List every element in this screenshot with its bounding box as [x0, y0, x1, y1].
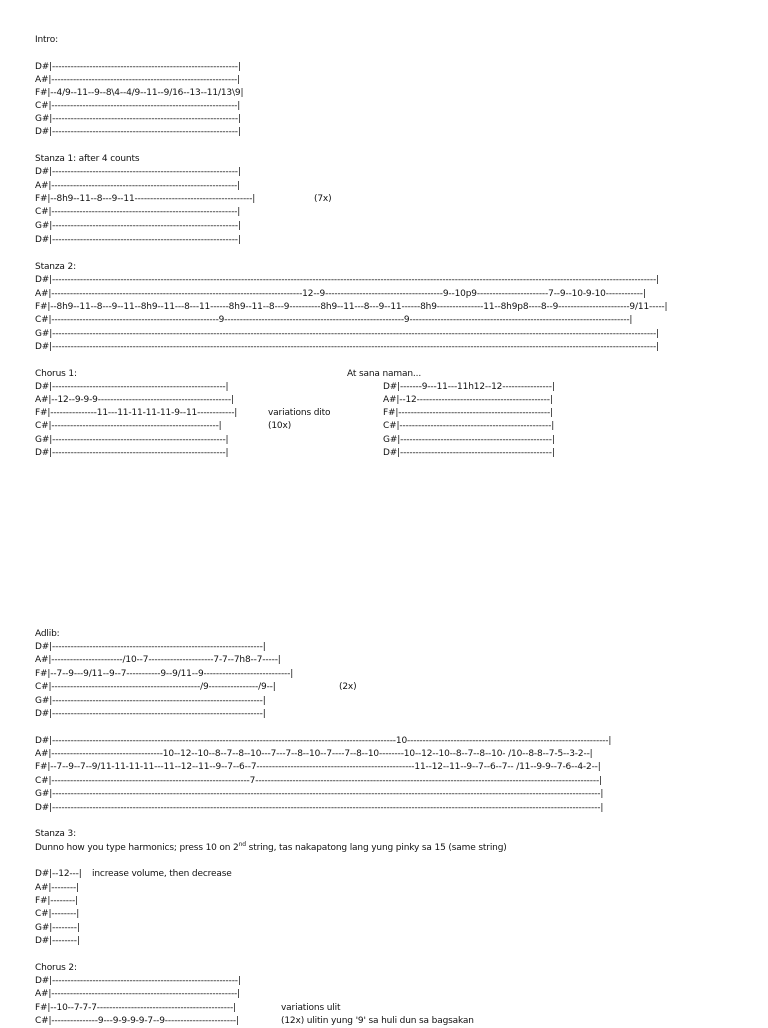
description-text: Dunno how you type harmonics; press 10 on 2 — [35, 843, 239, 853]
tab-line: F#|-------------------------------------------------| — [383, 408, 553, 418]
tab-line: G#|------------------------------------------------------------| — [35, 221, 241, 231]
tab-line: F#|--7--9--7--9/11-11-11-11---11--12--11--9--7--6--7---------------------------------------------------11--12--11--9--7--6--7-- /11--9-9--7-6--4-2--| — [35, 762, 601, 772]
tab-line: D#|---------------------------------------------------------------------------------------------------------------------------------------------------------------------------------| — [35, 803, 604, 813]
tab-line: F#|--------| — [35, 896, 78, 906]
repeat-note: (10x) — [268, 421, 292, 431]
volume-note: increase volume, then decrease — [92, 869, 232, 879]
stanza3-heading: Stanza 3: — [35, 829, 76, 839]
tab-line: F#|--8h9--11--8---9--11--------------------------------------| — [35, 194, 256, 204]
repeat-note: (7x) — [314, 194, 332, 204]
tab-line: D#|--------------------------------------------------------------------| — [35, 642, 266, 652]
tab-line: C#|---------------9---9-9-9-9-7--9-----------------------| — [35, 1016, 239, 1026]
tab-line: C#|------------------------------------------------------------| — [35, 101, 241, 111]
tab-line: D#|--------------------------------------------------------| — [35, 382, 229, 392]
tab-line: G#|------------------------------------------------------------| — [35, 114, 241, 124]
tab-line: A#|------------------------------------------------------------| — [35, 989, 241, 999]
tab-line: D#|------------------------------------------------------------| — [35, 235, 241, 245]
tab-line: G#|--------| — [35, 923, 80, 933]
tab-line: D#|------------------------------------------------------------| — [35, 127, 241, 137]
adlib-heading: Adlib: — [35, 629, 60, 639]
tab-line: F#|--8h9--11--8---9--11--8h9--11---8---11------8h9--11--8---9----------8h9--11---8---9--11------8h9---------------11--8h9p8----8--9-----------------------9/11-----| — [35, 302, 668, 312]
tab-line: G#|---------------------------------------------------------------------------------------------------------------------------------------------------------------------------------------------------| — [35, 329, 660, 339]
tab-line: C#|------------------------------------------------------9----------------------------------------------------------9-----------------------------------------------------------------------| — [35, 315, 633, 325]
tab-line: C#|------------------------------------------------------| — [35, 421, 222, 431]
tab-line: F#|--7--9---9/11--9--7-----------9--9/11--9----------------------------| — [35, 669, 294, 679]
tab-line: C#|----------------------------------------------------------------7---------------------------------------------------------------------------------------------------------------| — [35, 776, 602, 786]
variation-note: variations ulit — [281, 1003, 341, 1013]
tab-line: A#|------------------------------------10--12--10--8--7--8--10---7---7--8--10--7----7--8--10--------10--12--10--8--7--8--10- /10--8-8--7-5--3-2--| — [35, 749, 593, 759]
tab-line: F#|--4/9--11--9--8\4--4/9--11--9/16--13--11/13\9| — [35, 88, 244, 98]
tab-line: D#|-------9---11---11h12--12----------------| — [383, 382, 555, 392]
tab-line: D#|------------------------------------------------------------| — [35, 976, 241, 986]
at-sana-heading: At sana naman... — [347, 369, 422, 379]
repeat-note: (12x) ulitin yung '9' sa huli dun sa bagsakan — [281, 1016, 474, 1026]
tab-line: C#|------------------------------------------------------------| — [35, 207, 241, 217]
tab-line: C#|------------------------------------------------/9----------------/9--| — [35, 682, 276, 692]
stanza2-heading: Stanza 2: — [35, 262, 76, 272]
tab-line: A#|--12-------------------------------------------| — [383, 395, 553, 405]
tab-line: A#|------------------------------------------------------------| — [35, 75, 241, 85]
repeat-note: (2x) — [339, 682, 357, 692]
variation-note: variations dito — [268, 408, 331, 418]
tab-line: A#|--12--9-9-9-------------------------------------------| — [35, 395, 234, 405]
tab-line: D#|------------------------------------------------------------| — [35, 62, 241, 72]
tab-line: G#|-------------------------------------------------| — [383, 435, 555, 445]
tab-line: D#|--------------------------------------------------------------------| — [35, 709, 266, 719]
tab-line: A#|---------------------------------------------------------------------------------12--9--------------------------------------9--10p9-----------------------7--9--10-9-10------------| — [35, 289, 646, 299]
tab-line: A#|-----------------------/10--7---------------------7-7--7h8--7-----| — [35, 655, 281, 665]
tab-line: D#|--------------------------------------------------------| — [35, 448, 229, 458]
tab-line: A#|--------| — [35, 883, 79, 893]
superscript: nd — [238, 841, 246, 848]
tab-line: F#|---------------11---11-11-11-11-9--11------------| — [35, 408, 238, 418]
description-text: string, tas nakapatong lang yung pinky sa 15 (same string) — [245, 843, 507, 853]
tab-line: D#|---------------------------------------------------------------------------------------------------------------------------------------------------------------------------------------------------| — [35, 275, 659, 285]
tab-line: G#|--------------------------------------------------------| — [35, 435, 229, 445]
chorus1-heading: Chorus 1: — [35, 369, 77, 379]
tab-line: D#|--12---| — [35, 869, 82, 879]
chorus2-heading: Chorus 2: — [35, 963, 77, 973]
stanza1-heading: Stanza 1: after 4 counts — [35, 154, 140, 164]
tab-line: G#|---------------------------------------------------------------------------------------------------------------------------------------------------------------------------------| — [35, 789, 604, 799]
tab-line: A#|------------------------------------------------------------| — [35, 181, 241, 191]
stanza3-description — [35, 842, 507, 855]
tab-line: G#|--------------------------------------------------------------------| — [35, 696, 266, 706]
tab-line: D#|------------------------------------------------------------| — [35, 167, 241, 177]
tab-line: C#|-------------------------------------------------| — [383, 421, 555, 431]
tab-line: C#|--------| — [35, 909, 80, 919]
tab-line: D#|---------------------------------------------------------------------------------------------------------------------------------------------------------------------------------------------------| — [35, 342, 659, 352]
tab-line: D#|---------------------------------------------------------------------------------------------------------------10-----------------------------------------------------------------| — [35, 736, 612, 746]
tab-line: D#|--------| — [35, 936, 80, 946]
tab-line: F#|--10--7-7-7--------------------------------------------| — [35, 1003, 236, 1013]
tab-line: D#|-------------------------------------------------| — [383, 448, 555, 458]
intro-heading: Intro: — [35, 35, 59, 45]
